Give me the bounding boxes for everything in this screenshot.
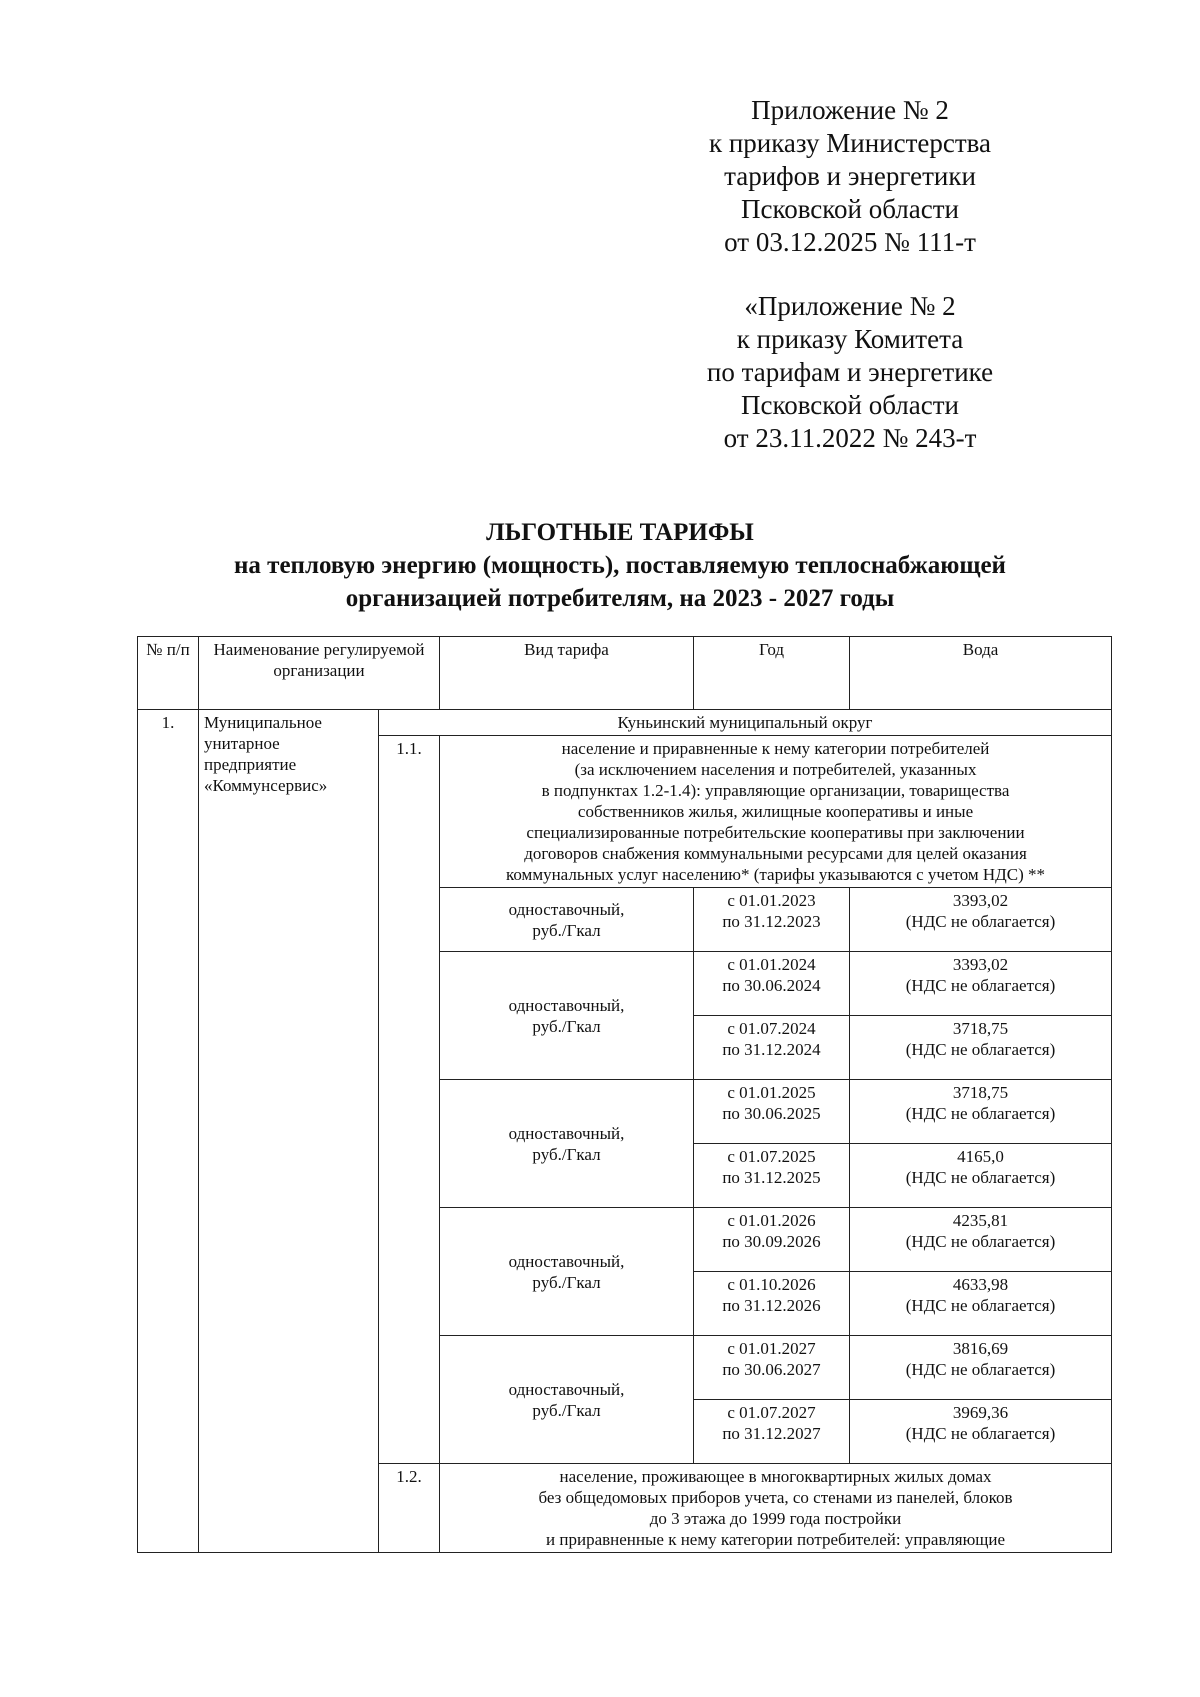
period-from: с 01.01.2025 bbox=[727, 1083, 816, 1102]
category-line: договоров снабжения коммунальными ресурсами для целей оказания bbox=[524, 844, 1027, 863]
period-to: по 30.06.2025 bbox=[722, 1104, 821, 1123]
appendix-line: по тарифам и энергетике bbox=[706, 357, 994, 387]
tariff-unit: руб./Гкал bbox=[532, 920, 601, 940]
tariff-value-cell bbox=[850, 888, 1112, 952]
tariff-unit: руб./Гкал bbox=[532, 1016, 601, 1036]
tariff-value-cell bbox=[850, 1080, 1112, 1144]
category-line: в подпунктах 1.2-1.4): управляющие организации, товарищества bbox=[541, 781, 1010, 800]
tariff-value-cell bbox=[850, 1400, 1112, 1464]
tariff-table bbox=[137, 636, 1112, 1553]
tariff-value: 3393,02 bbox=[952, 891, 1009, 910]
period-to: по 30.09.2026 bbox=[722, 1232, 821, 1251]
row-num: 1. bbox=[138, 710, 199, 1553]
tariff-label: одноставочный, bbox=[508, 899, 625, 919]
category-line: (за исключением населения и потребителей, указанных bbox=[574, 760, 977, 779]
period-to: по 30.06.2027 bbox=[722, 1360, 821, 1379]
header-tariff-type: Вид тарифа bbox=[440, 637, 694, 710]
appendix-line: Псковской области bbox=[740, 390, 959, 420]
tariff-type-cell bbox=[440, 888, 694, 952]
header-num: № п/п bbox=[138, 637, 199, 710]
title-line: на тепловую энергию (мощность), поставляемую теплоснабжающей bbox=[234, 552, 1006, 579]
vat-note: (НДС не облагается) bbox=[905, 912, 1056, 931]
subrow-num: 1.2. bbox=[379, 1464, 440, 1553]
period-from: с 01.01.2023 bbox=[727, 891, 816, 910]
tariff-unit: руб./Гкал bbox=[532, 1272, 601, 1292]
period-cell bbox=[694, 1080, 850, 1144]
subrow-num: 1.1. bbox=[379, 736, 440, 1464]
appendix-header-original bbox=[680, 290, 1020, 455]
tariff-label: одноставочный, bbox=[508, 995, 625, 1015]
tariff-unit: руб./Гкал bbox=[532, 1400, 601, 1420]
tariff-value: 4165,0 bbox=[957, 1147, 1004, 1166]
appendix-line: от 23.11.2022 № 243-т bbox=[723, 423, 977, 453]
tariff-value: 4235,81 bbox=[952, 1211, 1009, 1230]
tariff-type-cell bbox=[440, 1080, 694, 1208]
period-cell bbox=[694, 1272, 850, 1336]
appendix-line: тарифов и энергетики bbox=[724, 161, 976, 191]
period-to: по 31.12.2024 bbox=[722, 1040, 821, 1059]
tariff-value: 3393,02 bbox=[952, 955, 1009, 974]
consumer-category bbox=[440, 736, 1112, 888]
table-header-row bbox=[138, 637, 1112, 710]
period-cell bbox=[694, 888, 850, 952]
vat-note: (НДС не облагается) bbox=[905, 1232, 1056, 1251]
document-title bbox=[130, 516, 1110, 615]
header-water: Вода bbox=[850, 637, 1112, 710]
consumer-category bbox=[440, 1464, 1112, 1553]
category-line: население, проживающее в многоквартирных жилых домах bbox=[559, 1467, 992, 1486]
tariff-value: 3969,36 bbox=[952, 1403, 1009, 1422]
category-line: коммунальных услуг населению* (тарифы указываются с учетом НДС) ** bbox=[505, 865, 1046, 884]
appendix-line: к приказу Комитета bbox=[736, 324, 964, 354]
org-name: Муниципальное унитарное предприятие «Коммунсервис» bbox=[199, 710, 379, 1553]
tariff-unit: руб./Гкал bbox=[532, 1144, 601, 1164]
vat-note: (НДС не облагается) bbox=[905, 1360, 1056, 1379]
appendix-header-current bbox=[680, 94, 1020, 259]
tariff-type-cell bbox=[440, 1336, 694, 1464]
appendix-line: Приложение № 2 bbox=[751, 95, 949, 125]
tariff-label: одноставочный, bbox=[508, 1379, 625, 1399]
vat-note: (НДС не облагается) bbox=[905, 1424, 1056, 1443]
period-cell bbox=[694, 1016, 850, 1080]
period-to: по 31.12.2027 bbox=[722, 1424, 821, 1443]
vat-note: (НДС не облагается) bbox=[905, 976, 1056, 995]
header-org: Наименование регулируемой организации bbox=[199, 637, 440, 710]
category-line: собственников жилья, жилищные кооперативы и иные bbox=[577, 802, 974, 821]
period-cell bbox=[694, 952, 850, 1016]
tariff-type-cell bbox=[440, 952, 694, 1080]
table-row bbox=[138, 710, 1112, 736]
tariff-type-cell bbox=[440, 1208, 694, 1336]
tariff-value-cell bbox=[850, 1144, 1112, 1208]
appendix-line: Псковской области bbox=[740, 194, 959, 224]
tariff-value: 3718,75 bbox=[952, 1019, 1009, 1038]
vat-note: (НДС не облагается) bbox=[905, 1296, 1056, 1315]
period-from: с 01.07.2025 bbox=[727, 1147, 816, 1166]
vat-note: (НДС не облагается) bbox=[905, 1104, 1056, 1123]
period-to: по 31.12.2026 bbox=[722, 1296, 821, 1315]
period-cell bbox=[694, 1400, 850, 1464]
period-to: по 31.12.2025 bbox=[722, 1168, 821, 1187]
period-cell bbox=[694, 1144, 850, 1208]
tariff-value-cell bbox=[850, 1208, 1112, 1272]
tariff-value-cell bbox=[850, 1016, 1112, 1080]
title-line: ЛЬГОТНЫЕ ТАРИФЫ bbox=[486, 519, 754, 546]
tariff-value: 3718,75 bbox=[952, 1083, 1009, 1102]
period-cell bbox=[694, 1336, 850, 1400]
category-line: население и приравненные к нему категории потребителей bbox=[561, 739, 990, 758]
period-from: с 01.01.2027 bbox=[727, 1339, 816, 1358]
vat-note: (НДС не облагается) bbox=[905, 1168, 1056, 1187]
period-from: с 01.07.2024 bbox=[727, 1019, 816, 1038]
period-to: по 30.06.2024 bbox=[722, 976, 821, 995]
appendix-line: от 03.12.2025 № 111-т bbox=[724, 227, 976, 257]
period-from: с 01.01.2026 bbox=[727, 1211, 816, 1230]
period-from: с 01.10.2026 bbox=[727, 1275, 816, 1294]
tariff-value: 4633,98 bbox=[952, 1275, 1009, 1294]
period-from: с 01.01.2024 bbox=[727, 955, 816, 974]
appendix-line: к приказу Министерства bbox=[708, 128, 992, 158]
category-line: без общедомовых приборов учета, со стенами из панелей, блоков bbox=[538, 1488, 1013, 1507]
tariff-label: одноставочный, bbox=[508, 1251, 625, 1271]
district-name: Куньинский муниципальный округ bbox=[379, 710, 1112, 736]
period-to: по 31.12.2023 bbox=[722, 912, 821, 931]
vat-note: (НДС не облагается) bbox=[905, 1040, 1056, 1059]
period-cell bbox=[694, 1208, 850, 1272]
tariff-value-cell bbox=[850, 1336, 1112, 1400]
category-line: специализированные потребительские кооперативы при заключении bbox=[526, 823, 1025, 842]
category-line: до 3 этажа до 1999 года постройки bbox=[649, 1509, 902, 1528]
tariff-value-cell bbox=[850, 1272, 1112, 1336]
period-from: с 01.07.2027 bbox=[727, 1403, 816, 1422]
category-line: и приравненные к нему категории потребителей: управляющие bbox=[546, 1530, 1005, 1549]
tariff-value-cell bbox=[850, 952, 1112, 1016]
appendix-line: «Приложение № 2 bbox=[744, 291, 956, 321]
header-year: Год bbox=[694, 637, 850, 710]
tariff-value: 3816,69 bbox=[952, 1339, 1009, 1358]
tariff-label: одноставочный, bbox=[508, 1123, 625, 1143]
title-line: организацией потребителям, на 2023 - 2027 годы bbox=[345, 585, 895, 612]
